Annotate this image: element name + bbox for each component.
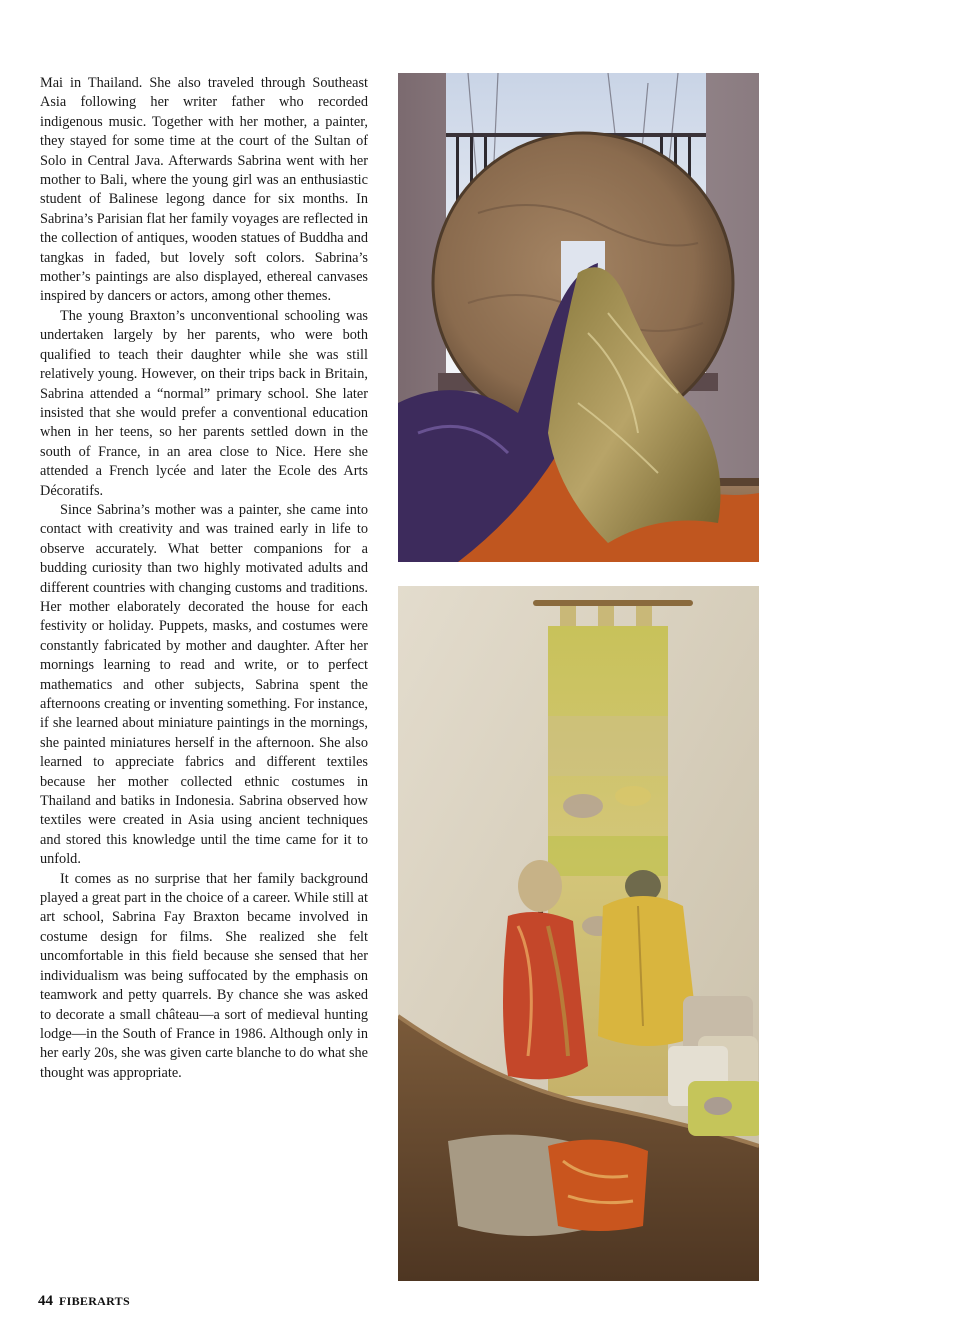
photo-textile-hanging-and-garments	[398, 586, 759, 1281]
article-paragraph: Mai in Thailand. She also traveled through Southeast Asia following her writer father who recorded indigenous music. Together with her mother, a painter, they stayed for some time at the court of the Sultan of Solo in Central Java. Afterwards Sabrina went with her mother to Bali, where the young girl was an enthusiastic student of Balinese legong dance for six months. In Sabrina’s Parisian flat her family voyages are reflected in the collection of antiques, wooden statues of Buddha and tangkas in faded, but lovely soft colors. Sabrina’s mother’s paintings are also displayed, ethereal canvases inspired by dancers or actors, among other themes.	[40, 75, 368, 305]
magazine-name: FIBERARTS	[59, 1294, 130, 1308]
photo-wooden-disk-with-silk	[398, 73, 759, 562]
article-paragraph: It comes as no surprise that her family background played a great part in the choice of a career. While still at art school, Sabrina Fay Braxton became involved in costume design for films. She realized she felt uncomfortable in this field because she sensed that her individualism was being suffocated by the emphasis on teamwork and petty quarrels. By chance she was asked to decorate a small château—a sort of medieval hunting lodge—in the South of France in 1986. Although only in her early 20s, she was given carte blanche to do what she thought was appropriate.	[40, 870, 368, 1081]
article-paragraph: The young Braxton’s unconventional schooling was undertaken largely by her parents, who were both qualified to teach their daughter while she was still relatively young. However, on their trips back in Britain, Sabrina attended a “normal” primary school. She later insisted that she would prefer a conventional education when in her teens, so her parents settled down in the south of France, in an area close to Nice. Here she attended a French lycée and later the Ecole des Arts Décoratifs.	[40, 307, 368, 499]
page-footer	[38, 1293, 130, 1310]
page-number: 44	[38, 1293, 53, 1309]
article-paragraph: Since Sabrina’s mother was a painter, she came into contact with creativity and was trained early in life to observe accurately. What better companions for a budding curiosity than two highly motivated adults and different countries with changing customs and traditions. Her mother elaborately decorated the house for each festivity or holiday. Puppets, masks, and costumes were constantly fabricated by mother and daughter. After her mornings learning to read and write, or to perfect mathematics and other subjects, Sabrina spent the afternoons creating or inventing something. For instance, if she learned about miniature paintings in the mornings, she painted miniatures herself in the afternoon. She also learned to appreciate fabrics and different textiles because her mother collected ethnic costumes in Thailand and batiks in Indonesia. Sabrina observed how textiles were created in Asia using ancient techniques and stored this knowledge until the time came for it to unfold.	[40, 501, 368, 868]
article-body	[40, 74, 368, 1083]
